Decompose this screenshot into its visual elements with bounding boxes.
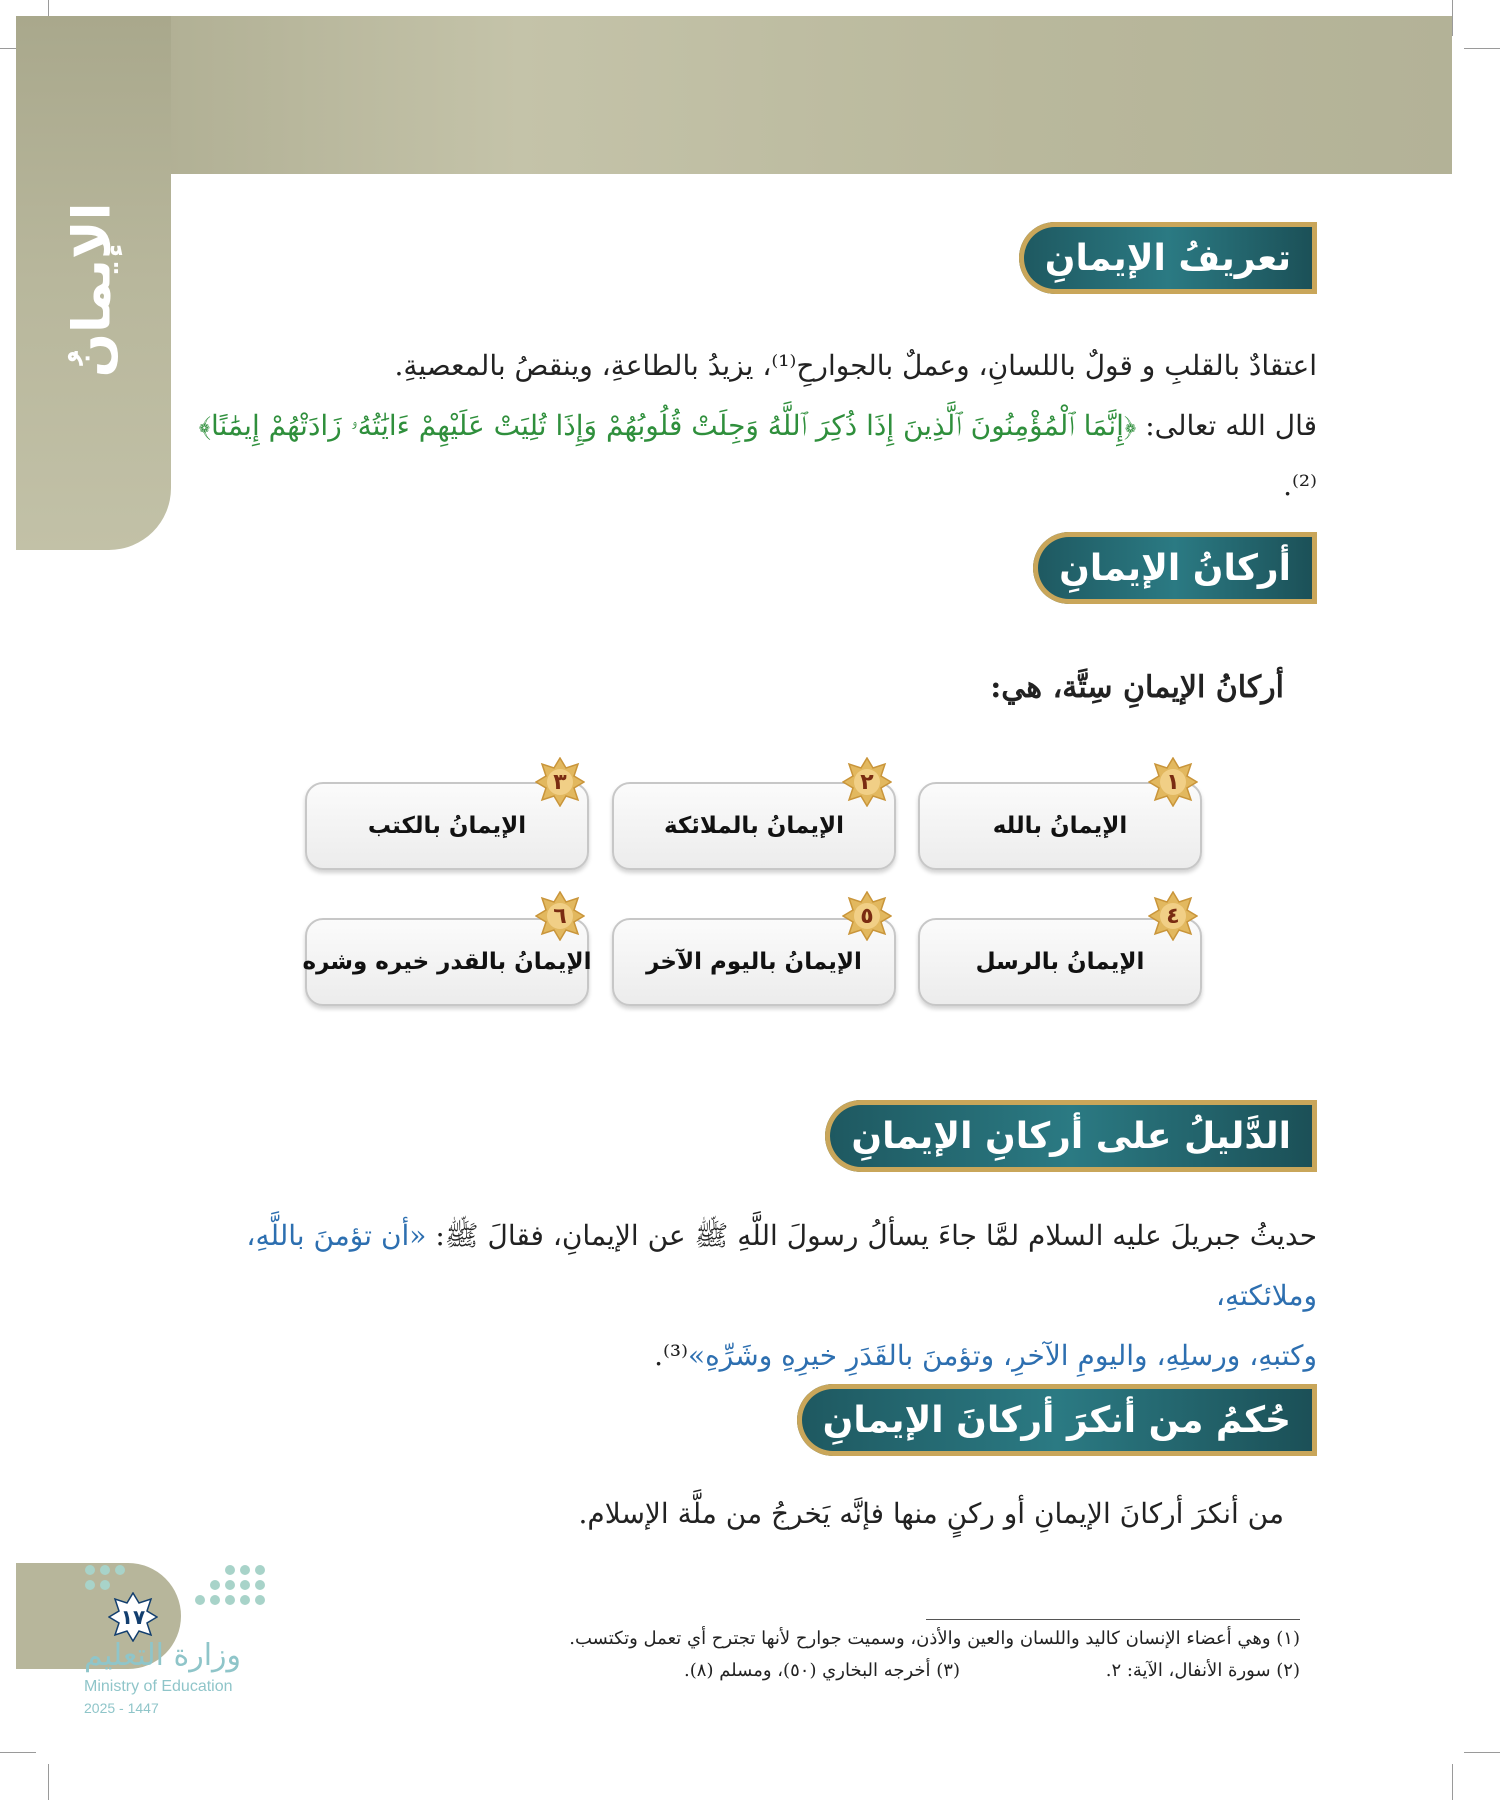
page-number: ١٧ [120,1605,146,1629]
badge-number: ٦ [553,903,567,929]
header-band [16,16,1452,174]
footnote-3: (٣) أخرجه البخاري (٥٠)، ومسلم (٨). [684,1660,960,1681]
badge-number: ١ [1166,769,1180,795]
badge-number: ٤ [1166,903,1180,929]
crop-mark [1452,0,1453,36]
ministry-name-english: Ministry of Education [84,1678,233,1695]
definition-paragraph [197,336,1317,516]
crop-mark [48,1764,49,1800]
pillars-intro-text: أركانُ الإيمانِ سِتَّة، هي: [990,670,1284,705]
quran-verse: ﴿إِنَّمَا ٱلْمُؤْمِنُونَ ٱلَّذِينَ إِذَا ذُكِرَ ٱللَّهُ وَجِلَتْ قُلُوبُهُمْ وَإِذَا تُلِيَتْ عَلَيْهِمْ ءَايَٰتُهُۥ زَادَتْهُمْ إِيمَٰنًا﴾ [198,409,1137,442]
footnote-divider [926,1619,1300,1620]
footnote-1: (١) وهي أعضاء الإنسان كاليد واللسان والعين والأذن، وسميت جوارح لأنها تجترح أي تعمل وتكتسب. [569,1628,1300,1649]
chapter-title-text: الإيمانُ [62,202,122,378]
heading-text: تعريفُ الإيمانِ [1044,237,1291,279]
pillar-label: الإيمانُ بالكتب [367,813,527,839]
hadith-text-1: «أن تؤمنَ باللَّهِ، وملائكتهِ، [246,1219,1317,1312]
section-heading-ruling [797,1384,1317,1456]
pillar-label: الإيمانُ باليوم الآخر [646,949,862,975]
ministry-year: 2025 - 1447 [84,1700,159,1716]
footnote-2: (٢) سورة الأنفال، الآية: ٢. [1105,1660,1300,1681]
hadith-line-2 [177,1326,1317,1386]
crop-mark [1464,1752,1500,1753]
pillars-intro [990,658,1284,718]
evidence-paragraph [177,1206,1317,1386]
quran-quote-line [197,396,1317,516]
quote-reference: ⁽²⁾. [1283,469,1317,502]
badge-number: ٣ [553,769,567,795]
section-heading-pillars [1033,532,1317,604]
crop-mark [0,1752,36,1753]
heading-text: الدَّليلُ على أركانِ الإيمانِ [851,1115,1291,1157]
pillar-label: الإيمانُ بالقدر خيره وشره [302,949,592,975]
number-badge-5 [842,891,892,941]
heading-text: حُكمُ من أنكرَ أركانَ الإيمانِ [822,1399,1291,1441]
hadith-intro: حديثُ جبريلَ عليه السلام لمَّا جاءَ يسألُ رسولَ اللَّهِ ﷺ عن الإيمانِ، فقالَ ﷺ: [426,1219,1317,1252]
section-heading-evidence [825,1100,1317,1172]
badge-number: ٢ [860,769,874,795]
badge-number: ٥ [860,903,874,929]
ruling-paragraph [579,1484,1284,1544]
pillar-label: الإيمانُ بالملائكة [663,813,845,839]
chapter-title [52,170,132,410]
quote-intro: قال الله تعالى: [1136,409,1317,442]
number-badge-1 [1148,757,1198,807]
ministry-name-arabic: وزارة التعليم [84,1638,242,1673]
hadith-text-2: وكتبهِ، ورسلِهِ، واليومِ الآخرِ، وتؤمنَ بالقَدَرِ خيرِهِ وشَرِّهِ» [688,1339,1317,1372]
hadith-line-1 [177,1206,1317,1326]
definition-text: اعتقادٌ بالقلبِ و قولٌ باللسانِ، وعملٌ بالجوارحِ⁽¹⁾، يزيدُ بالطاعةِ، وينقصُ بالمعصيةِ. [394,349,1317,382]
crop-mark [1464,48,1500,49]
heading-text: أركانُ الإيمانِ [1059,547,1291,589]
number-badge-6 [535,891,585,941]
ruling-text: من أنكرَ أركانَ الإيمانِ أو ركنٍ منها فإنَّه يَخرجُ من ملَّة الإسلام. [578,1497,1284,1530]
page-number-badge [108,1592,158,1642]
hadith-reference: ⁽³⁾. [654,1339,688,1372]
crop-mark [1452,1764,1453,1800]
number-badge-2 [842,757,892,807]
section-heading-definition [1019,222,1317,294]
number-badge-4 [1148,891,1198,941]
number-badge-3 [535,757,585,807]
pillar-label: الإيمانُ بالله [992,813,1128,839]
pillar-label: الإيمانُ بالرسل [975,949,1145,975]
